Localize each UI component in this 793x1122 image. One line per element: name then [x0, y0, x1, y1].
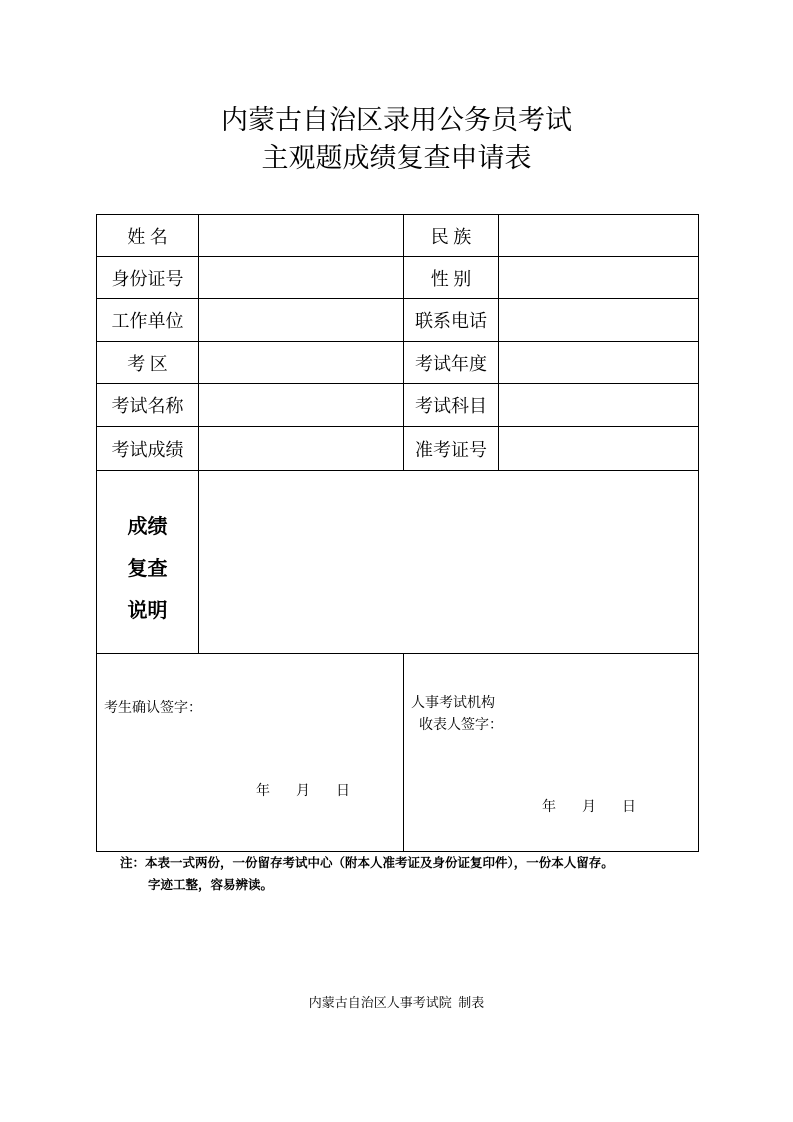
- label-line: 成绩: [127, 516, 168, 538]
- phone-field[interactable]: [499, 299, 698, 341]
- label-phone: 联系电话: [415, 311, 487, 331]
- label-exam-name: 考试名称: [111, 396, 184, 416]
- year-label: 年: [256, 784, 270, 799]
- form-title-line1: 内蒙古自治区录用公务员考试: [221, 105, 572, 135]
- org-date: [542, 796, 636, 816]
- label-line: 说明: [127, 600, 168, 622]
- exam-year-field[interactable]: [499, 342, 698, 383]
- label-exam-subject: 考试科目: [415, 396, 487, 416]
- label-exam-year: 考试年度: [415, 353, 487, 374]
- candidate-signature-area[interactable]: [97, 654, 403, 851]
- month-label: 月: [582, 800, 596, 815]
- label-id-number: 身份证号: [111, 268, 184, 289]
- label-line: 复查: [127, 558, 168, 580]
- exam-score-field[interactable]: [199, 427, 403, 470]
- month-label: 月: [296, 784, 310, 799]
- org-signature-label-line2: 收表人签字：: [419, 718, 503, 733]
- review-explanation-field[interactable]: [199, 471, 698, 653]
- exam-area-field[interactable]: [199, 342, 403, 383]
- id-number-field[interactable]: [199, 257, 403, 298]
- day-label: 日: [622, 800, 636, 815]
- label-exam-score: 考试成绩: [111, 439, 184, 460]
- candidate-signature-label: 考生确认签字：: [104, 701, 202, 716]
- label-gender: 性 别: [430, 268, 472, 289]
- year-label: 年: [542, 800, 556, 815]
- candidate-date: [256, 780, 350, 800]
- note-line2: 字迹工整，容易辨读。: [148, 878, 274, 892]
- employer-field[interactable]: [199, 299, 403, 341]
- label-admission-number: 准考证号: [415, 439, 487, 460]
- label-review-explanation: [97, 506, 198, 632]
- exam-subject-field[interactable]: [499, 384, 698, 426]
- day-label: 日: [336, 784, 350, 799]
- footer-issuer: 内蒙古自治区人事考试院 制表: [308, 995, 485, 1010]
- label-ethnicity: 民 族: [430, 226, 472, 247]
- label-name: 姓 名: [127, 226, 168, 247]
- gender-field[interactable]: [499, 257, 698, 298]
- admission-number-field[interactable]: [499, 427, 698, 470]
- ethnicity-field[interactable]: [499, 215, 698, 256]
- org-signature-label-line1: 人事考试机构: [411, 696, 495, 711]
- name-field[interactable]: [199, 215, 403, 256]
- form-title-line2: 主观题成绩复查申请表: [261, 143, 532, 173]
- org-signature-area[interactable]: [404, 654, 698, 851]
- note-line1: 注：本表一式两份，一份留存考试中心（附本人准考证及身份证复印件），一份本人留存。: [120, 856, 614, 870]
- label-employer: 工作单位: [111, 311, 184, 331]
- label-exam-area: 考 区: [127, 353, 168, 374]
- exam-name-field[interactable]: [199, 384, 403, 426]
